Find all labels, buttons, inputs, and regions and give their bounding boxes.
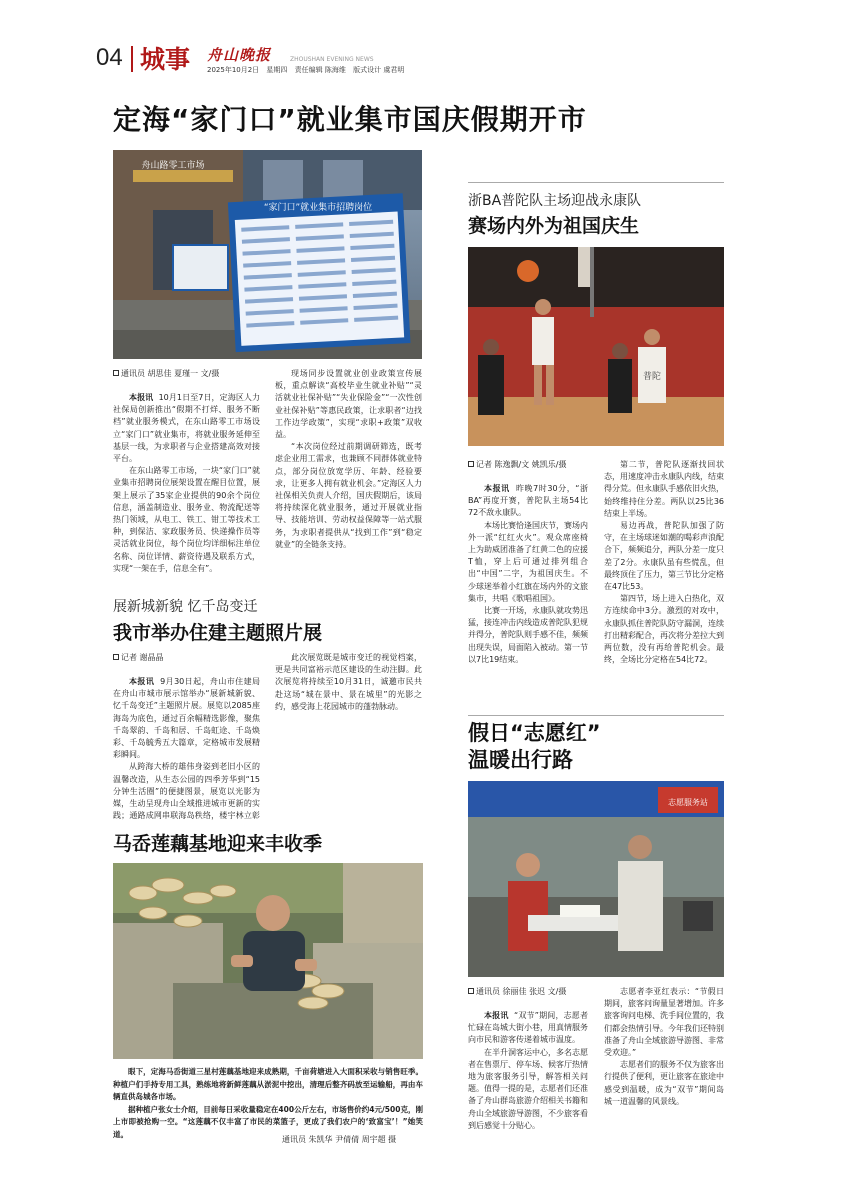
lead-story-headline: 定海“家门口”就业集市国庆假期开市 (113, 103, 587, 136)
photo-board-text: “家门口”就业集市招聘岗位 (263, 203, 373, 213)
story4-kicker: 浙BA普陀队主场迎战永康队 (468, 193, 642, 209)
story1-para-3: 现场同步设置就业创业政策宣传展板，重点解读“高校毕业生就业补贴”“灵活就业社保补贴”“失业保险金”“一次性创业社保补贴”等惠民政策，让求职者“边找工作边学政策”，实现“求职+政策”双收益。 (275, 369, 422, 440)
jersey-text: 普陀 (642, 372, 662, 382)
issue-weekday: 星期四 (266, 66, 288, 74)
header-divider (131, 46, 133, 72)
paper-logo: 舟山晚报 (207, 46, 272, 64)
issue-editor: 责任编辑 陈海维 (294, 66, 346, 74)
story5-para-2: 在半升洞客运中心，多名志愿者在售票厅、停车场、候客厅热情地为旅客服务引导，解答相关问题。值得一提的是，志愿者们还准备了舟山群岛旅游介绍相关书籍和舟山全域旅游导游图，不少旅客看到后感觉十分贴心。 (468, 1047, 588, 1130)
photo-sign-text: 舟山路零工市场 (141, 161, 205, 171)
story4-para-6: 第四节，场上进入白热化，双方连续命中3分。激烈的对攻中，永康队抓住普陀队防守漏洞，连续打出精彩配合，再次将分差拉大到两位数，没有再给普陀机会。最终，全场比分定格在54比72。 (604, 594, 724, 665)
volunteer-photo (468, 781, 724, 977)
story1-dateline: 本报讯 (129, 393, 154, 402)
paper-english-name: ZHOUSHAN EVENING NEWS (290, 56, 374, 63)
volunteer-sign-text: 志愿服务站 (668, 798, 708, 807)
story4-headline: 赛场内外为祖国庆生 (468, 215, 640, 237)
story5-dateline: 本报讯 (484, 1011, 509, 1020)
story1-para-1: 10月1日至7日，定海区人力社保局创新推出“假期不打烊、服务不断档”就业服务模式，在东山路零工市场设立“家门口”就业集市，将就业服务延伸至基层一线，为求职者与企业搭建高效对接平台。 (113, 393, 260, 464)
story2-headline: 我市举办住建主题照片展 (113, 622, 323, 644)
story2-column-2 (275, 652, 422, 822)
story1-column-2 (275, 368, 422, 580)
story4-column-2 (604, 459, 724, 711)
story1-byline: 通讯员 胡思佳 夏瑾一 文/摄 (113, 368, 260, 380)
story2-dateline: 本报讯 (129, 677, 155, 686)
story3-headline: 马岙莲藕基地迎来丰收季 (113, 833, 323, 855)
story5-byline: 通讯员 徐丽佳 张迟 文/摄 (468, 986, 588, 998)
job-fair-photo (113, 150, 422, 359)
issue-date: 2025年10月2日 (207, 66, 260, 74)
story4-para-1: 昨晚7时30分，“浙BA”再度开赛，普陀队主场54比72不敌永康队。 (468, 484, 588, 518)
story4-para-3: 比赛一开场，永康队就攻势迅猛，接连冲击内线造成普陀队犯规并得分，普陀队则手感不佳，频频出现失误，局面陷入被动。第一节以7比19结束。 (468, 606, 588, 664)
story5-para-1: “双节”期间，志愿者忙碌在岛城大街小巷，用真情服务向市民和游客传递着城市温度。 (468, 1011, 588, 1045)
story4-column-1 (468, 459, 588, 711)
story5-column-2 (604, 986, 724, 1160)
section-title: 城事 (140, 45, 191, 74)
issue-info (207, 66, 409, 75)
story2-para-3: 此次展览既是城市变迁的视觉档案，更是共同富裕示范区建设的生动注脚。此次展览将持续至10月31日，诚邀市民共赴这场“城在景中、景在城里”的光影之约，感受海上花园城市的蓬勃脉动。 (275, 653, 422, 711)
story1-para-2: 在东山路零工市场，一块“家门口”就业集市招聘岗位展架设置在醒目位置，展架上展示了35家企业提供的90余个岗位信息，涵盖制造业、服务业、物流配送等热门领域，从电工、铁工、钳工等技术工种，到保洁、家政服务员、快递操作员等灵活就业岗位，每个岗位均详细标注单位名称、岗位详情、薪资待遇及联系方式，实现“一架在手，信息全有”。 (113, 466, 260, 573)
right-column-rule (468, 182, 724, 183)
story4-para-5: 易边再战，普陀队加强了防守，在主场球迷如潮的喝彩声浪配合下，频频追分，两队分差一度只差了2分。永康队虽有些慌乱，但最终顶住了压力，第三节比分定格在47比53。 (604, 521, 724, 592)
story1-para-4: “本次岗位经过前期调研筛选，既考虑企业用工需求，也兼顾不同群体就业特点，部分岗位放宽学历、年龄、经验要求，让更多人拥有就业机会。”定海区人力社保相关负责人介绍，国庆假期后，该局将持续深化就业服务，通过开展就业指导、技能培训、劳动权益保障等一站式服务，为求职者提供从“找到工作”到“稳定就业”的全链条支持。 (275, 442, 422, 549)
story5-headline-line-2: 温暖出行路 (468, 748, 573, 772)
story4-para-2: 本场比赛恰逢国庆节，赛场内外一派“红红火火”。观众席座椅上为助威团准备了红黄二色的应援T恤，穿上后可通过排列组合出“中国”二字，为祖国庆生。不少球迷举着小红旗在场内外的文旅集市，共唱《歌唱祖国》。 (468, 520, 588, 603)
story5-para-4: 志愿者们的服务不仅为旅客出行提供了便利，更让旅客在旅途中感受到温暖，成为“双节”期间岛城一道温馨的风景线。 (604, 1060, 724, 1106)
page-number: 04 (96, 44, 123, 71)
story4-para-4: 第二节，普陀队逐渐找回状态，用速度冲击永康队内线，结束得分荒。但永康队手感依旧火热，始终维持住分差。两队以25比36结束上半场。 (604, 460, 724, 518)
story4-byline: 记者 陈逸飘/文 姚凯乐/摄 (468, 459, 588, 471)
right-column-rule-2 (468, 715, 724, 716)
story3-photo-credit: 通讯员 朱凯华 尹倩倩 周宇超 摄 (282, 1135, 397, 1144)
story3-para-1: 眼下，定海马岙街道三星村莲藕基地迎来成熟期，千亩荷塘进入大面积采收与销售旺季。种植户们手持专用工具，熟练地将新鲜莲藕从淤泥中挖出，清理后整齐码放至运输船，再由车辆直供岛城各市场。 (113, 1067, 423, 1102)
story5-headline-line-1: 假日“志愿红” (468, 721, 601, 745)
story2-para-1: 9月30日起，舟山市住建局在舟山市城市展示馆举办“展新城新貌、忆千岛变迁”主题照片展。展览以2085座海岛为底色，通过百余幅精选影像，聚焦千岛翠韵、千岛和居、千岛虹途、千岛焕彩、千岛毓秀五大篇章，定格城市发展精彩瞬间。 (113, 677, 260, 760)
story5-column-1 (468, 986, 588, 1160)
story2-byline: 记者 谢晶晶 (113, 652, 260, 664)
story2-kicker: 展新城新貌 忆千岛变迁 (113, 599, 258, 615)
story2-para-2: 从跨海大桥的雄伟身姿到老旧小区的温馨改造，从生态公园的四季芳华到“15分钟生活圈”的便捷图景，展览以光影为媒，生动呈现舟山全域推进城市更新的实践；通路成网串联海岛秩络，楼宇林立彰 (113, 762, 260, 821)
story1-column-1 (113, 368, 260, 580)
story3-para-2: 据种植户张女士介绍，目前每日采收量稳定在400公斤左右，市场售价约4元/500克，刚上市即被抢购一空。“这莲藕不仅丰富了市民的菜篮子，更成了我们农户的‘致富宝’！”她笑道。 (113, 1104, 423, 1139)
story4-dateline: 本报讯 (484, 484, 510, 493)
issue-designer: 版式设计 虞君明 (353, 66, 405, 74)
lotus-harvest-photo (113, 863, 423, 1059)
story2-column-1 (113, 652, 260, 822)
story5-para-3: 志愿者李亚红表示：“节假日期间，旅客问询量显著增加。许多旅客询问电梯、洗手间位置的，我们都会热情引导。今年我们还特别准备了舟山全域旅游导游图、非常受欢迎。” (604, 987, 724, 1058)
basketball-photo (468, 247, 724, 446)
